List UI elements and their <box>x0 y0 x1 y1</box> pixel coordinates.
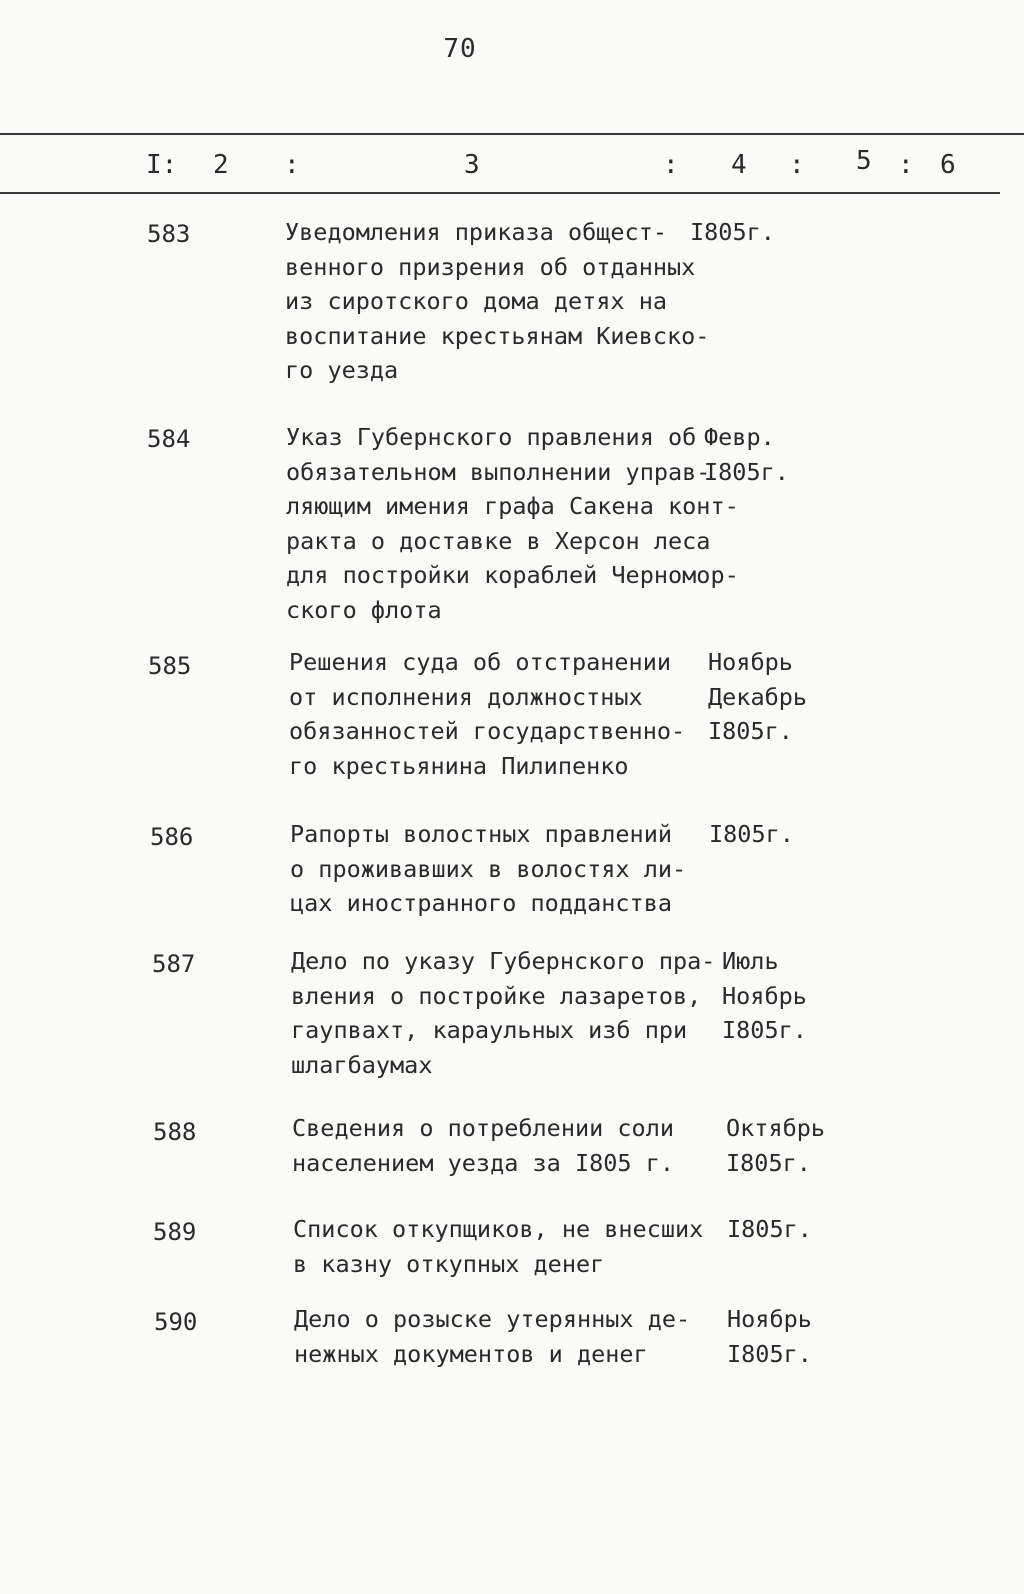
entry-title-line: Уведомления приказа общест- <box>285 218 668 246</box>
entry-title-line: вления о постройке лазаретов, <box>291 981 702 1010</box>
entry-date-line: I805г. <box>722 1016 807 1044</box>
entry-date-line: Декабрь <box>708 682 808 711</box>
entry-title <box>291 944 715 1082</box>
entry-title-line: обязательном выполнении управ- <box>286 457 711 486</box>
entry-date-line: Ноябрь <box>708 648 793 676</box>
column-separator: : <box>284 150 300 180</box>
column-header-6: 6 <box>940 150 956 180</box>
entry-title-line: го крестьянина Пилипенко <box>289 751 629 780</box>
entry-title <box>289 645 685 783</box>
entry-date <box>690 215 775 250</box>
entry-date-line: I805г. <box>704 457 789 486</box>
entry-date-line: Февр. <box>704 423 775 451</box>
page-number: 70 <box>443 34 477 64</box>
entry-title-line: Указ Губернского правления об <box>286 423 697 451</box>
entry-title-line: Дело о розыске утерянных де- <box>294 1305 691 1333</box>
entry-title-line: го уезда <box>285 356 399 384</box>
column-header-5: 5 <box>856 146 872 176</box>
column-separator: : <box>789 150 805 180</box>
entry-title-line: цах иностранного подданства <box>290 889 673 917</box>
entry-date <box>727 1302 812 1371</box>
entry-title-line: обязанностей государственно- <box>289 717 686 745</box>
entry-title-line: нежных документов и денег <box>294 1339 648 1368</box>
entry-title <box>286 420 739 627</box>
entry-title <box>290 817 686 921</box>
column-header-4: 4 <box>731 150 747 180</box>
entry-date <box>727 1212 812 1247</box>
entry-date-line: I805г. <box>726 1148 811 1177</box>
entry-date <box>722 944 807 1048</box>
entry-date <box>708 645 807 749</box>
entry-title-line: из сиротского дома детях на <box>285 287 668 315</box>
entry-number: 585 <box>148 652 192 680</box>
entry-title <box>292 1111 674 1180</box>
entry-title-line: для постройки кораблей Черномор- <box>286 561 739 589</box>
entry-title-line: Решения суда об отстранении <box>289 648 672 676</box>
entry-title-line: населением уезда за I805 г. <box>292 1148 675 1177</box>
column-separator: : <box>898 150 914 180</box>
entry-title-line: гаупвахт, караульных изб при <box>291 1016 688 1044</box>
entry-date-line: I805г. <box>690 218 775 246</box>
entry-title-line: от исполнения должностных <box>289 682 643 711</box>
entry-title-line: ляющим имения графа Сакена конт- <box>286 492 739 520</box>
entry-title-line: в казну откупных денег <box>293 1249 605 1278</box>
entry-number: 586 <box>150 823 194 851</box>
entry-title-line: Дело по указу Губернского пра- <box>291 947 716 975</box>
entry-number: 588 <box>153 1118 197 1146</box>
entry-date-line: I805г. <box>708 717 793 745</box>
column-separator: : <box>663 150 679 180</box>
column-header-1: I: <box>146 150 178 180</box>
entry-date <box>704 420 789 489</box>
entry-title-line: Список откупщиков, не внесших <box>293 1215 704 1243</box>
entry-date-line: I805г. <box>727 1215 812 1243</box>
entry-number: 590 <box>154 1308 198 1336</box>
entry-date-line: I805г. <box>727 1339 812 1368</box>
entry-date <box>709 817 794 852</box>
entry-title-line: Сведения о потреблении соли <box>292 1114 675 1142</box>
entry-date-line: Октябрь <box>726 1114 826 1142</box>
entry-number: 584 <box>147 425 191 453</box>
entry-date-line: I805г. <box>709 820 794 848</box>
entry-number: 587 <box>152 950 196 978</box>
column-header-2: 2 <box>213 150 229 180</box>
entry-title-line: ракта о доставке в Херсон леса <box>286 526 711 555</box>
entry-title <box>285 215 709 388</box>
entry-title-line: воспитание крестьянам Киевско- <box>285 321 710 350</box>
entry-date <box>726 1111 825 1180</box>
entry-title-line: о проживавших в волостях ли- <box>290 854 687 883</box>
entry-date-line: Ноябрь <box>727 1305 812 1333</box>
entry-date-line: Ноябрь <box>722 981 807 1010</box>
entry-number: 589 <box>153 1218 197 1246</box>
entry-title-line: ского флота <box>286 595 442 624</box>
entry-title-line: венного призрения об отданных <box>285 252 696 281</box>
column-header-3: 3 <box>464 150 480 180</box>
entry-title <box>294 1302 690 1371</box>
entry-title-line: шлагбаумах <box>291 1050 433 1079</box>
entry-title <box>293 1212 703 1281</box>
entry-number: 583 <box>147 220 191 248</box>
header-bottom-rule <box>0 192 1000 194</box>
entry-title-line: Рапорты волостных правлений <box>290 820 673 848</box>
entry-date-line: Июль <box>722 947 779 975</box>
header-top-rule <box>0 133 1024 135</box>
